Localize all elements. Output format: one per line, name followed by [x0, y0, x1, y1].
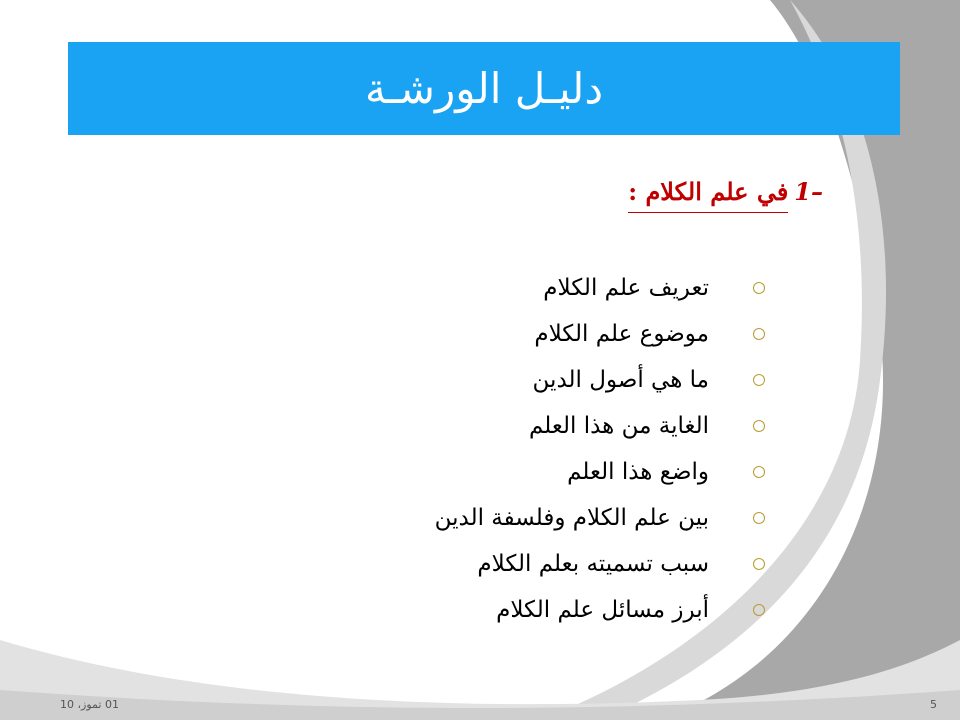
circle-bullet-icon — [753, 328, 765, 340]
section-heading — [628, 177, 823, 213]
list-item — [435, 449, 765, 495]
slide-title: دليـل الورشـة — [364, 64, 604, 113]
list-item-text: تعريف علم الكلام — [543, 275, 709, 301]
list-item — [435, 403, 765, 449]
page-number: 5 — [930, 698, 937, 711]
list-item — [435, 587, 765, 633]
list-item-text: ما هي أصول الدين — [532, 367, 709, 393]
list-item — [435, 265, 765, 311]
footer-date: 01 تموز، 10 — [60, 698, 119, 711]
list-item — [435, 357, 765, 403]
circle-bullet-icon — [753, 374, 765, 386]
section-heading-text: في علم الكلام : — [628, 177, 788, 213]
list-item-text: واضع هذا العلم — [567, 459, 709, 485]
list-item-text: الغاية من هذا العلم — [528, 413, 709, 439]
list-item-text: موضوع علم الكلام — [534, 321, 709, 347]
list-item — [435, 495, 765, 541]
list-item-text: أبرز مسائل علم الكلام — [496, 597, 709, 623]
circle-bullet-icon — [753, 466, 765, 478]
list-item-text: بين علم الكلام وفلسفة الدين — [434, 505, 709, 531]
section-number: –1 — [794, 177, 823, 206]
circle-bullet-icon — [753, 282, 765, 294]
circle-bullet-icon — [753, 512, 765, 524]
list-item — [435, 311, 765, 357]
circle-bullet-icon — [753, 558, 765, 570]
list-item — [435, 541, 765, 587]
circle-bullet-icon — [753, 604, 765, 616]
list-item-text: سبب تسميته بعلم الكلام — [477, 551, 709, 577]
bullet-list — [435, 265, 765, 633]
title-bar — [68, 42, 900, 135]
circle-bullet-icon — [753, 420, 765, 432]
